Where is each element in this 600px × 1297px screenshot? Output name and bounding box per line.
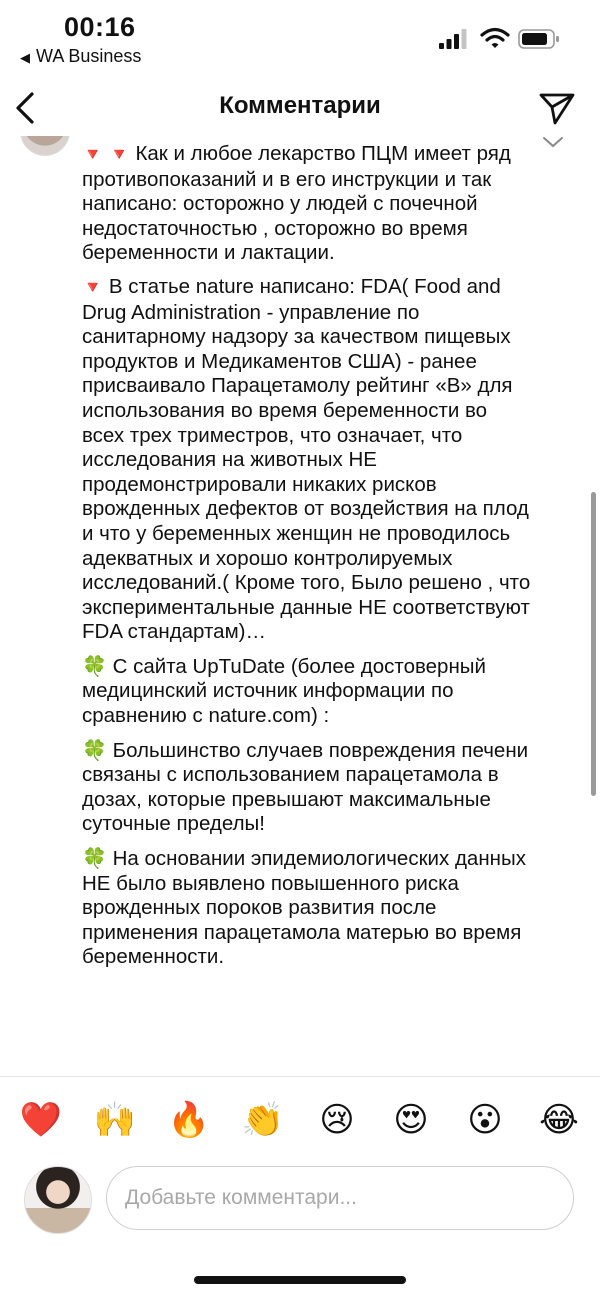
- paragraph-text: Как и любое лекарство ПЦМ имеет ряд противопоказаний и в его инструкции и так написано: осторожно у людей с почечной недостаточностью , осторожно во время беременности и лактации.: [82, 142, 511, 265]
- status-time: 00:16: [64, 12, 136, 42]
- fire-emoji-button[interactable]: 🔥: [167, 1100, 211, 1140]
- comment-paragraph: [82, 654, 532, 729]
- home-indicator[interactable]: [194, 1276, 406, 1284]
- heart-eyes-emoji-button[interactable]: 😍: [393, 1100, 429, 1140]
- current-user-avatar: [24, 1166, 92, 1234]
- battery-icon: [518, 28, 560, 50]
- tears-of-joy-emoji-button[interactable]: 😂: [539, 1100, 579, 1140]
- back-triangle-icon: ◀: [20, 50, 30, 65]
- comment-paragraph: [82, 846, 532, 970]
- comment-body: [82, 142, 532, 979]
- comment-paragraph: [82, 275, 532, 645]
- four-leaf-clover-icon: 🍀: [82, 846, 107, 871]
- crying-face-emoji-button[interactable]: 😢: [319, 1100, 355, 1140]
- clapping-hands-emoji-button[interactable]: 👏: [241, 1100, 285, 1140]
- page-title: Комментарии: [219, 92, 381, 119]
- emoji-reaction-bar: [0, 1076, 600, 1163]
- paragraph-text: На основании эпидемиологических данных НЕ было выявлено повышенного риска врожденных пороков развития после применения парацетамола матерью во время беременности.: [82, 847, 526, 969]
- raised-hands-emoji-button[interactable]: 🙌: [93, 1100, 137, 1140]
- status-bar: [0, 0, 600, 80]
- wifi-icon: [480, 26, 510, 50]
- paragraph-text: С сайта UpTuDate (более достоверный медицинский источник информации по сравнению с nature.com) :: [82, 654, 486, 728]
- send-direct-icon[interactable]: [538, 90, 576, 126]
- comment-paragraph: [82, 142, 532, 266]
- paragraph-text: Большинство случаев повреждения печени связаны с использованием парацетамола в дозах, которые превышают максимальные суточные пределы!: [82, 738, 529, 836]
- red-triangle-icon: 🔻: [82, 277, 104, 298]
- navigation-bar: [0, 80, 600, 136]
- heart-emoji-button[interactable]: ❤️: [19, 1100, 63, 1140]
- cellular-signal-icon: [438, 28, 468, 50]
- comment-scroll-area[interactable]: [0, 136, 600, 1074]
- add-comment-input[interactable]: [106, 1166, 574, 1230]
- back-app-label: WA Business: [36, 46, 142, 66]
- comment-like-chevron-icon[interactable]: [542, 136, 564, 150]
- surprised-face-emoji-button[interactable]: 😮: [467, 1100, 503, 1140]
- comment-author-avatar[interactable]: [20, 136, 70, 156]
- scrollbar-thumb[interactable]: [591, 492, 596, 796]
- four-leaf-clover-icon: 🍀: [82, 737, 107, 762]
- comment-paragraph: [82, 738, 532, 837]
- red-triangle-icon: 🔻 🔻: [82, 145, 130, 165]
- four-leaf-clover-icon: 🍀: [82, 653, 107, 678]
- back-to-app-link[interactable]: [20, 46, 141, 67]
- paragraph-text: В статье nature написано: FDA( Food and Drug Administration - управление по санитарному надзору за качеством пищевых продуктов и Медикаментов США) - ранее присваивало Парацетамолу рейтинг «B» для использования во время беременности во всех трех триместров, что означает, что исследования на животных НЕ продемонстрировали никаких рисков врожденных дефектов от воздействия на плод и что у беременных женщин не проводилось адекватных и хорошо контролируемых исследований.( Кроме того, Было решено , что экспериментальные данные НЕ соответствуют FDA стандартам)…: [82, 274, 531, 644]
